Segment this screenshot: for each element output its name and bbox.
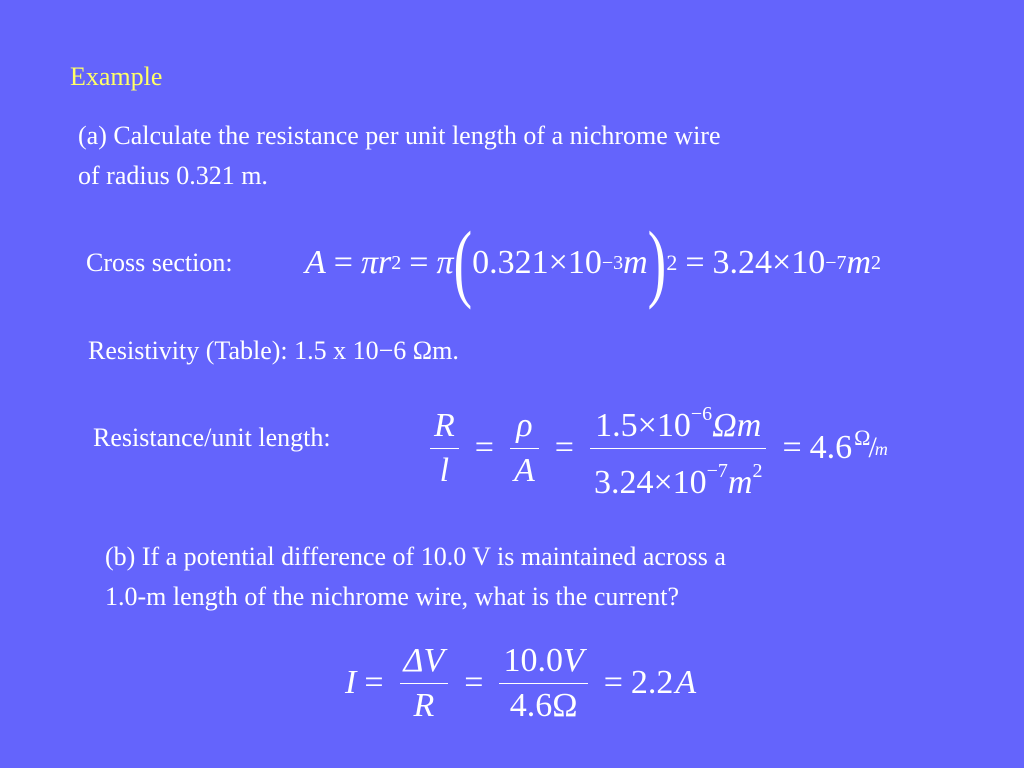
current-equation (345, 628, 696, 738)
equals-sign: = (333, 244, 353, 281)
slide-title: Example (70, 62, 163, 91)
numerator-rho: ρ (516, 406, 533, 444)
part-a-line-2: of radius 0.321 m. (78, 161, 268, 190)
numerator-r: R (434, 406, 455, 444)
rho-over-a-fraction (510, 404, 539, 493)
current-unit: A (675, 664, 697, 701)
numeric-fraction (590, 392, 767, 505)
resistance-result: 4.6 (809, 429, 853, 466)
part-a-line-1: (a) Calculate the resistance per unit length of a nichrome wire (78, 121, 721, 150)
voltage-unit: V (562, 641, 584, 679)
area-unit-exponent: 2 (871, 251, 882, 274)
part-b-line-2: 1.0-m length of the nichrome wire, what is the current? (105, 582, 679, 611)
current-symbol: I (345, 664, 357, 701)
numerator-dv: ΔV (403, 641, 445, 679)
equals-sign: = (474, 429, 494, 466)
numerator-exponent: −6 (690, 402, 713, 425)
radius-unit: m (623, 244, 648, 281)
radius-symbol: r (378, 244, 392, 281)
resistance-value: 4.6Ω (509, 686, 578, 724)
cross-section-equation (305, 214, 882, 312)
resistivity-line: Resistivity (Table): 1.5 x 10−6 Ωm. (88, 336, 459, 365)
area-unit: m (846, 244, 872, 281)
pi-symbol: π (360, 244, 379, 281)
right-paren: ) (647, 214, 667, 312)
equals-sign: = (409, 244, 429, 281)
voltage-number: 10.0 (503, 641, 563, 679)
denominator-r: R (413, 686, 435, 724)
area-symbol: A (305, 244, 326, 281)
dv-over-r-fraction (400, 639, 449, 728)
part-a-question (78, 116, 721, 196)
left-paren: ( (453, 214, 473, 312)
radius-exponent: 2 (391, 251, 402, 274)
resistance-unit-equation (422, 393, 888, 503)
denominator-unit-exponent: 2 (752, 459, 763, 482)
radius-value: 0.321×10 (472, 244, 602, 281)
equals-sign: = (364, 664, 384, 701)
r-over-l-fraction (430, 404, 459, 493)
equals-sign: = (782, 429, 802, 466)
resistance-unit-label: Resistance/unit length: (93, 423, 331, 452)
cross-section-label: Cross section: (86, 248, 233, 277)
ohm-per-meter-unit (854, 425, 888, 465)
denominator-unit: m (727, 463, 753, 501)
area-result-exponent: −7 (825, 251, 847, 274)
current-result: 2.2 (630, 664, 674, 701)
denominator-base: 3.24×10 (593, 463, 707, 501)
equals-sign: = (603, 664, 623, 701)
part-b-question (105, 537, 726, 617)
pi-symbol: π (436, 244, 454, 281)
numeric-denominator (590, 449, 767, 505)
area-result: 3.24×10 (712, 244, 826, 281)
denominator-exponent: −7 (706, 459, 728, 482)
equals-sign: = (554, 429, 574, 466)
unit-omega: Ω (854, 425, 871, 450)
numerator-unit: Ωm (712, 406, 762, 444)
voltage-value (499, 639, 587, 683)
denominator-l: l (439, 451, 450, 489)
equals-sign: = (685, 244, 705, 281)
unit-m: m (874, 439, 888, 459)
numeric-current-fraction (499, 639, 587, 728)
paren-exponent: 2 (666, 250, 678, 275)
radius-value-exponent: −3 (601, 251, 624, 274)
numerator-base: 1.5×10 (595, 406, 691, 444)
denominator-a: A (513, 451, 535, 489)
equals-sign: = (464, 664, 484, 701)
unit-slash: / (868, 431, 877, 464)
part-b-line-1: (b) If a potential difference of 10.0 V is maintained across a (105, 542, 726, 571)
numeric-numerator (591, 392, 765, 448)
